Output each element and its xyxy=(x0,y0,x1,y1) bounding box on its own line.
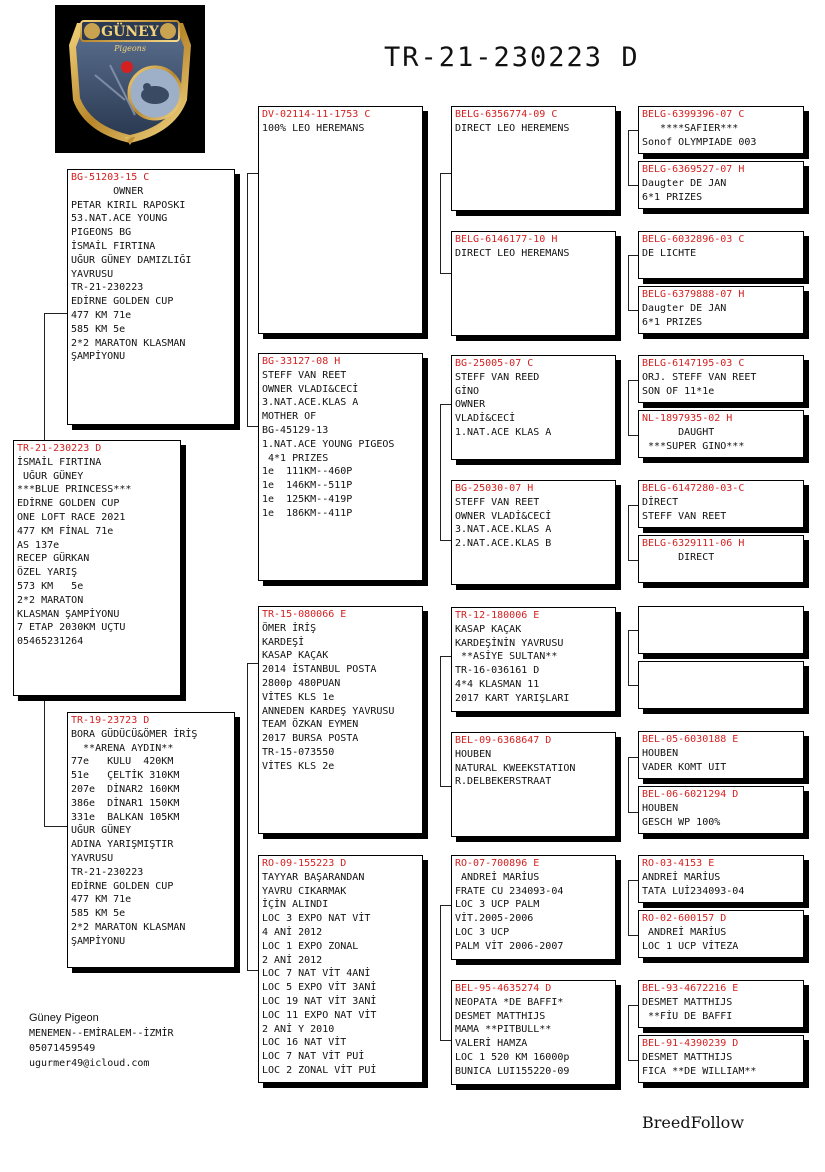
ring-number: BG-25030-07 H xyxy=(455,483,534,494)
pedigree-line: DIRECT LEO HEREMANS xyxy=(455,247,570,259)
pedigree-line: 2017 BURSA POSTA xyxy=(262,733,359,745)
pedigree-line: DESMET MATTHIJS xyxy=(455,1010,546,1022)
pedigree-line: 6*1 PRIZES xyxy=(642,316,703,328)
ring-number: BG-33127-08 H xyxy=(262,356,341,367)
ring-number: BELG-6379888-07 H xyxy=(642,289,745,300)
connector xyxy=(628,255,629,310)
pedigree-line: EDİRNE GOLDEN CUP xyxy=(71,880,174,892)
pedigree-line: TR-21-230223 xyxy=(71,282,144,294)
pedigree-line: 51e ÇELTİK 310KM xyxy=(71,770,180,782)
ring-number: BEL-93-4672216 E xyxy=(642,983,739,994)
connector xyxy=(628,1005,629,1060)
ancestor-card[interactable] xyxy=(638,355,804,403)
ring-number: BG-51203-15 C xyxy=(71,172,150,183)
connector xyxy=(44,313,69,314)
pedigree-line: VİT.2005-2006 xyxy=(455,913,534,925)
pedigree-line: EDİRNE GOLDEN CUP xyxy=(71,296,174,308)
connector xyxy=(440,656,451,657)
pedigree-line: DESMET MATTHIJS xyxy=(642,1051,733,1063)
ring-number: BELG-6147195-03 C xyxy=(642,358,745,369)
connector xyxy=(440,540,451,541)
connector xyxy=(440,273,451,274)
pedigree-line: 53.NAT.ACE YOUNG xyxy=(71,213,168,225)
connector xyxy=(44,826,69,827)
connector xyxy=(440,404,441,540)
connector xyxy=(628,935,638,936)
ancestor-card[interactable] xyxy=(638,980,804,1028)
pedigree-line: 585 KM 5e xyxy=(71,323,126,335)
pedigree-line: MOTHER OF xyxy=(262,411,317,423)
ring-number: BELG-6329111-06 H xyxy=(642,538,745,549)
pedigree-line: UĞUR GÜNEY DAMIZLIĞI xyxy=(71,254,192,266)
pedigree-line: İSMAİL FIRTINA xyxy=(17,456,102,468)
connector xyxy=(440,173,441,273)
ancestor-card[interactable] xyxy=(638,106,804,154)
grandparent-card[interactable] xyxy=(258,353,423,581)
ancestor-card[interactable] xyxy=(638,661,804,709)
pedigree-line: 1e 125KM--419P xyxy=(262,493,353,505)
owner-email[interactable]: ugurmer49@icloud.com xyxy=(29,1058,150,1069)
logo-sub: Pigeons xyxy=(114,44,146,53)
owner-contact-block xyxy=(29,1011,174,1071)
pedigree-line: RECEP GÜRKAN xyxy=(17,553,90,565)
pedigree-line: FICA **DE WILLIAM** xyxy=(642,1065,757,1077)
pedigree-line: HOUBEN xyxy=(642,802,679,814)
ancestor-card[interactable] xyxy=(638,286,804,334)
pedigree-line: 2*2 MARATON KLASMAN xyxy=(71,337,186,349)
pedigree-line: 573 KM 5e xyxy=(17,580,84,592)
pedigree-line: OWNER xyxy=(71,185,144,197)
pedigree-line: 2.NAT.ACE.KLAS B xyxy=(455,538,552,550)
pedigree-line: 2 ANİ Y 2010 xyxy=(262,1023,335,1035)
pedigree-line: DE LICHTE xyxy=(642,247,697,259)
pedigree-line: Daugter DE JAN xyxy=(642,302,727,314)
pedigree-line: TEAM ÖZKAN EYMEN xyxy=(262,719,359,731)
pedigree-line: **ASİYE SULTAN** xyxy=(455,651,558,663)
ring-number: RO-07-700896 E xyxy=(455,858,540,869)
connector xyxy=(440,1040,451,1041)
pedigree-line: VALERİ HAMZA xyxy=(455,1038,528,1050)
pedigree-line: KARDEŞİ xyxy=(262,636,305,648)
ring-number: RO-02-600157 D xyxy=(642,913,727,924)
connector xyxy=(440,656,441,786)
pedigree-line: 4*4 KLASMAN 11 xyxy=(455,678,540,690)
connector xyxy=(247,663,248,970)
connector xyxy=(628,630,629,685)
connector xyxy=(628,130,638,131)
ring-number: BEL-91-4390239 D xyxy=(642,1038,739,1049)
pedigree-line: GESCH WP 100% xyxy=(642,816,721,828)
ring-number: RO-03-4153 E xyxy=(642,858,715,869)
pedigree-line: 05465231264 xyxy=(17,636,84,648)
ring-number: TR-19-23723 D xyxy=(71,715,150,726)
pedigree-line: ****SAFIER*** xyxy=(642,122,739,134)
connector xyxy=(628,880,638,881)
pedigree-line: İSMAİL FIRTINA xyxy=(71,240,156,252)
connector xyxy=(628,185,638,186)
ancestor-card[interactable] xyxy=(638,480,804,528)
ancestor-card[interactable] xyxy=(638,161,804,209)
pedigree-line: **ARENA AYDIN** xyxy=(71,742,174,754)
ancestor-card[interactable] xyxy=(638,410,804,458)
pedigree-line: 2*2 MARATON KLASMAN xyxy=(71,921,186,933)
pedigree-line: KLASMAN ŞAMPİYONU xyxy=(17,608,120,620)
grandparent-card[interactable] xyxy=(258,606,423,834)
pedigree-line: DIRECT LEO HEREMENS xyxy=(455,122,570,134)
pedigree-line: TATA LUİ234093-04 xyxy=(642,885,745,897)
great-grandparent-card[interactable] xyxy=(451,231,616,336)
subject-pigeon-card[interactable] xyxy=(13,440,181,696)
pedigree-line: 207e DİNAR2 160KM xyxy=(71,783,180,795)
pedigree-line: NATURAL KWEEKSTATION xyxy=(455,762,576,774)
pedigree-line: GİNO xyxy=(455,385,480,397)
pedigree-line: ANDREİ MARİUS xyxy=(642,926,727,938)
pedigree-line: LOC 1 UCP VİTEZA xyxy=(642,940,739,952)
pedigree-line: MAMA **PITBULL** xyxy=(455,1024,552,1036)
pedigree-line: LOC 3 UCP PALM xyxy=(455,899,540,911)
ring-number: DV-02114-11-1753 C xyxy=(262,109,371,120)
ring-number: TR-15-080066 E xyxy=(262,609,347,620)
pedigree-line: BORA GÜDÜCÜ&ÖMER İRİŞ xyxy=(71,728,198,740)
connector xyxy=(44,696,45,826)
pedigree-line: 1.NAT.ACE YOUNG PIGEOS xyxy=(262,438,395,450)
pedigree-line: 2 ANİ 2012 xyxy=(262,954,323,966)
pedigree-line: 4*1 PRIZES xyxy=(262,452,329,464)
pedigree-line: TAYYAR BAŞARANDAN xyxy=(262,871,365,883)
pedigree-line: 1e 186KM--411P xyxy=(262,507,353,519)
pedigree-line: 1e 111KM--460P xyxy=(262,466,353,478)
dam-card[interactable] xyxy=(67,712,235,968)
great-grandparent-card[interactable] xyxy=(451,480,616,585)
ancestor-card[interactable] xyxy=(638,855,804,903)
ring-number: TR-12-180006 E xyxy=(455,610,540,621)
pedigree-line: 2800p 480PUAN xyxy=(262,677,341,689)
pedigree-line: STEFF VAN REET xyxy=(642,510,727,522)
pedigree-line: DAUGHT xyxy=(642,426,715,438)
connector xyxy=(628,505,629,560)
pedigree-line: ÖMER İRİŞ xyxy=(262,622,317,634)
pedigree-line: KASAP KAÇAK xyxy=(262,650,329,662)
pedigree-line: ANDREİ MARİUS xyxy=(642,871,721,883)
pedigree-line: DİRECT xyxy=(642,496,679,508)
ring-number: BEL-06-6021294 D xyxy=(642,789,739,800)
pedigree-line: 386e DİNAR1 150KM xyxy=(71,797,180,809)
pedigree-line: KASAP KAÇAK xyxy=(455,623,522,635)
ancestor-card[interactable] xyxy=(638,786,804,834)
connector xyxy=(440,173,451,174)
pedigree-line: TR-16-036161 D xyxy=(455,665,540,677)
pedigree-line: ŞAMPİYONU xyxy=(71,935,126,947)
ring-number: BELG-6147280-03-C xyxy=(642,483,745,494)
pedigree-line: R.DELBEKERSTRAAT xyxy=(455,776,552,788)
pedigree-line: OWNER VLADI&CECİ xyxy=(262,383,359,395)
ring-number: BELG-6146177-10 H xyxy=(455,234,558,245)
ring-number: NL-1897935-02 H xyxy=(642,413,733,424)
pedigree-line: 77e KULU 420KM xyxy=(71,756,174,768)
pedigree-line: ANNEDEN KARDEŞ YAVRUSU xyxy=(262,705,395,717)
pedigree-line: 585 KM 5e xyxy=(71,908,126,920)
connector xyxy=(628,630,638,631)
pedigree-line: LOC 16 NAT VİT xyxy=(262,1037,347,1049)
connector xyxy=(247,970,258,971)
ring-number: BG-25005-07 C xyxy=(455,358,534,369)
ancestor-card[interactable] xyxy=(638,731,804,779)
pedigree-line: LOC 3 UCP xyxy=(455,926,510,938)
shield-emblem-icon xyxy=(55,5,205,153)
pedigree-line: VİTES KLS 2e xyxy=(262,760,335,772)
connector xyxy=(628,757,629,812)
pedigree-line: 6*1 PRIZES xyxy=(642,191,703,203)
pedigree-line: ***BLUE PRINCESS*** xyxy=(17,484,132,496)
pedigree-line: FRATE CU 234093-04 xyxy=(455,885,564,897)
ring-number: BELG-6399396-07 C xyxy=(642,109,745,120)
great-grandparent-card[interactable] xyxy=(451,355,616,460)
pedigree-line: ŞAMPİYONU xyxy=(71,351,126,363)
pedigree-line: STEFF VAN REED xyxy=(455,371,540,383)
connector xyxy=(628,560,638,561)
connector xyxy=(440,786,451,787)
pedigree-line: ORJ. STEFF VAN REET xyxy=(642,371,757,383)
pedigree-line: 477 KM 71e xyxy=(71,309,132,321)
ring-number: BEL-09-6368647 D xyxy=(455,735,552,746)
pedigree-line: **FİU DE BAFFI xyxy=(642,1010,733,1022)
pedigree-line: YAVRUSU xyxy=(71,268,114,280)
ring-number: TR-21-230223 D xyxy=(17,443,102,454)
ancestor-card[interactable] xyxy=(638,606,804,654)
pedigree-line: OWNER VLADİ&CECİ xyxy=(455,510,552,522)
connector xyxy=(628,130,629,185)
pedigree-line: UĞUR GÜNEY xyxy=(71,825,132,837)
ring-number: BEL-95-4635274 D xyxy=(455,983,552,994)
ancestor-card[interactable] xyxy=(638,910,804,958)
connector xyxy=(247,173,248,426)
pedigree-line: UĞUR GÜNEY xyxy=(17,470,84,482)
pedigree-line: 3.NAT.ACE.KLAS A xyxy=(455,524,552,536)
pedigree-line: 477 KM 71e xyxy=(71,894,132,906)
pedigree-line: TR-15-073550 xyxy=(262,746,335,758)
ring-number: BELG-6369527-07 H xyxy=(642,164,745,175)
ancestor-card[interactable] xyxy=(638,231,804,279)
grandparent-card[interactable] xyxy=(258,106,423,334)
pedigree-line: AS 137e xyxy=(17,539,60,551)
pedigree-line: BG-45129-13 xyxy=(262,424,329,436)
pedigree-line: YAVRUSU xyxy=(71,852,114,864)
owner-name: Güney Pigeon xyxy=(29,1012,99,1024)
pedigree-line: STEFF VAN REET xyxy=(262,369,347,381)
connector xyxy=(628,255,638,256)
pedigree-line: SON OF 11*1e xyxy=(642,385,715,397)
logo-brand: GÜNEY xyxy=(101,24,159,40)
pedigree-line: VİTES KLS 1e xyxy=(262,691,335,703)
pedigree-line: ***SUPER GINO*** xyxy=(642,440,745,452)
connector xyxy=(440,905,451,906)
pedigree-line: OWNER xyxy=(455,399,486,411)
pedigree-line: 4 ANİ 2012 xyxy=(262,926,323,938)
pedigree-line: EDİRNE GOLDEN CUP xyxy=(17,498,120,510)
great-grandparent-card[interactable] xyxy=(451,855,616,960)
sire-card[interactable] xyxy=(67,169,235,425)
pedigree-line: NEOPATA *DE BAFFI* xyxy=(455,996,564,1008)
pedigree-line: DIRECT xyxy=(642,551,715,563)
connector xyxy=(628,1005,638,1006)
guney-pigeons-logo xyxy=(55,5,205,153)
breedfollow-brand: BreedFollow xyxy=(642,1113,745,1132)
pedigree-line: LOC 2 ZONAL VİT PUİ xyxy=(262,1064,377,1076)
ring-number: BEL-05-6030188 E xyxy=(642,734,739,745)
ring-number: BELG-6032896-03 C xyxy=(642,234,745,245)
owner-address: MENEMEN--EMİRALEM--İZMİR xyxy=(29,1028,174,1039)
pedigree-line: PETAR KIRIL RAPOSKI xyxy=(71,199,186,211)
pedigree-line: ADINA YARIŞMIŞTIR xyxy=(71,839,174,851)
pedigree-line: 477 KM FİNAL 71e xyxy=(17,525,114,537)
pedigree-line: Daugter DE JAN xyxy=(642,177,727,189)
pedigree-line: 1e 146KM--511P xyxy=(262,480,353,492)
connector xyxy=(440,905,441,1040)
connector xyxy=(628,812,638,813)
connector xyxy=(628,880,629,935)
pedigree-line: LOC 5 EXPO VİT 3ANİ xyxy=(262,982,377,994)
connector xyxy=(628,380,638,381)
pedigree-line: LOC 3 EXPO NAT VİT xyxy=(262,913,371,925)
pedigree-line: KARDEŞİNİN YAVRUSU xyxy=(455,637,564,649)
pedigree-line: LOC 7 NAT VİT 4ANİ xyxy=(262,968,371,980)
pedigree-line: 2*2 MARATON xyxy=(17,594,84,606)
pedigree-line: ONE LOFT RACE 2021 xyxy=(17,511,126,523)
ring-number: RO-09-155223 D xyxy=(262,858,347,869)
pedigree-line: LOC 7 NAT VİT PUİ xyxy=(262,1051,365,1063)
ancestor-card[interactable] xyxy=(638,535,804,583)
connector xyxy=(628,310,638,311)
connector xyxy=(628,505,638,506)
ancestor-card[interactable] xyxy=(638,1035,804,1083)
pedigree-line: 2014 İSTANBUL POSTA xyxy=(262,664,377,676)
pedigree-line: VLADİ&CECİ xyxy=(455,413,516,425)
connector xyxy=(628,757,638,758)
pedigree-line: 100% LEO HEREMANS xyxy=(262,122,365,134)
pedigree-line: STEFF VAN REET xyxy=(455,496,540,508)
pedigree-line: BUNICA LUI155220-09 xyxy=(455,1065,570,1077)
pedigree-line: LOC 1 520 KM 16000p xyxy=(455,1051,570,1063)
pedigree-line: Sonof OLYMPIADE 003 xyxy=(642,136,757,148)
great-grandparent-card[interactable] xyxy=(451,732,616,837)
great-grandparent-card[interactable] xyxy=(451,106,616,211)
owner-phone[interactable]: 05071459549 xyxy=(29,1043,96,1054)
pedigree-line: ÖZEL YARIŞ xyxy=(17,567,78,579)
connector xyxy=(247,426,258,427)
connector xyxy=(440,404,451,405)
connector xyxy=(628,1060,638,1061)
connector xyxy=(247,173,258,174)
great-grandparent-card[interactable] xyxy=(451,607,616,712)
pedigree-line: HOUBEN xyxy=(455,748,492,760)
pedigree-line: PALM VİT 2006-2007 xyxy=(455,940,564,952)
pedigree-line: HOUBEN xyxy=(642,747,679,759)
pedigree-line: ANDREİ MARİUS xyxy=(455,871,540,883)
grandparent-card[interactable] xyxy=(258,855,423,1083)
connector xyxy=(44,313,45,440)
connector xyxy=(628,435,638,436)
pedigree-line: LOC 1 EXPO ZONAL xyxy=(262,940,359,952)
pedigree-line: 331e BALKAN 105KM xyxy=(71,811,180,823)
pedigree-line: LOC 19 NAT VİT 3ANİ xyxy=(262,995,377,1007)
connector xyxy=(628,685,638,686)
pedigree-line: YAVRU CIKARMAK xyxy=(262,885,347,897)
connector xyxy=(628,380,629,435)
ring-number: BELG-6356774-09 C xyxy=(455,109,558,120)
pedigree-line: DESMET MATTHIJS xyxy=(642,996,733,1008)
pedigree-line: 2017 KART YARIŞLARI xyxy=(455,692,570,704)
pedigree-line: 7 ETAP 2030KM UÇTU xyxy=(17,622,126,634)
pedigree-line: PIGEONS BG xyxy=(71,227,132,239)
pedigree-line: LOC 11 EXPO NAT VİT xyxy=(262,1009,377,1021)
page-title: TR-21-230223 D xyxy=(384,42,640,73)
pedigree-line: 3.NAT.ACE.KLAS A xyxy=(262,397,359,409)
great-grandparent-card[interactable] xyxy=(451,980,616,1085)
pedigree-line: 1.NAT.ACE KLAS A xyxy=(455,426,552,438)
pedigree-line: İÇİN ALINDI xyxy=(262,899,329,911)
pedigree-line: TR-21-230223 xyxy=(71,866,144,878)
pedigree-line: VADER KOMT UIT xyxy=(642,761,727,773)
connector xyxy=(247,663,258,664)
